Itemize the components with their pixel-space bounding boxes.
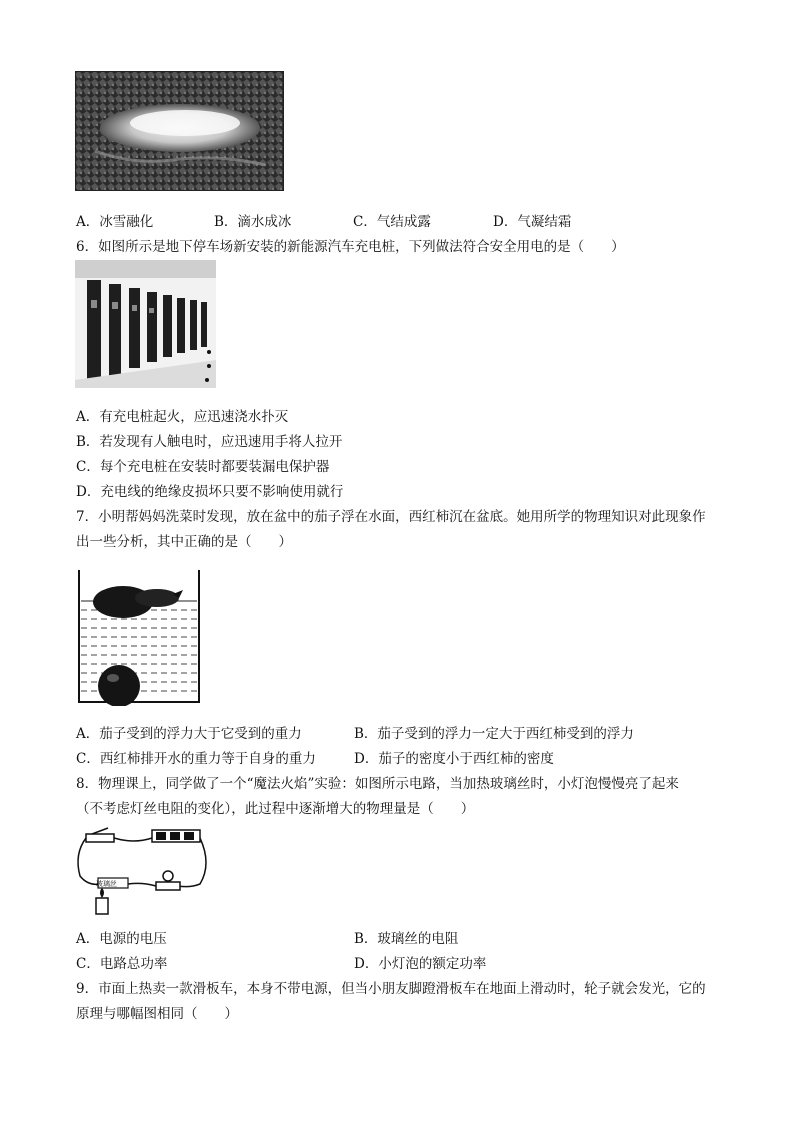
- basin-figure: [75, 568, 203, 706]
- q5-option-c: C．气结成露: [353, 214, 431, 230]
- q5-option-b: B．滴水成冰: [214, 214, 292, 230]
- q7-stem-line2: 出一些分析，其中正确的是（ ）: [76, 534, 292, 550]
- glass-wire-label: 玻璃丝: [96, 880, 117, 888]
- q8-stem-line1: 8．物理课上，同学做了一个“魔法火焰”实验：如图所示电路，当加热玻璃丝时，小灯泡慢慢亮了起来: [76, 776, 679, 792]
- q7-option-a: A．茄子受到的浮力大于它受到的重力: [76, 726, 302, 742]
- q8-option-c: C．电路总功率: [76, 956, 168, 972]
- q8-option-a: A．电源的电压: [76, 931, 167, 947]
- circuit-figure: [72, 824, 212, 916]
- q8-stem-line2: （不考虑灯丝电阻的变化），此过程中逐渐增大的物理量是（ ）: [76, 801, 475, 817]
- charging-pile-photo: [75, 260, 216, 388]
- q9-stem-line1: 9．市面上热卖一款滑板车，本身不带电源，但当小朋友脚蹬滑板车在地面上滑动时，轮子就会发光，它的: [76, 981, 706, 997]
- q5-option-d: D．气凝结霜: [493, 214, 572, 230]
- q9-stem-line2: 原理与哪幅图相同（ ）: [76, 1006, 238, 1022]
- q6-option-b: B．若发现有人触电时，应迅速用手将人拉开: [76, 434, 343, 450]
- q7-option-b: B．茄子受到的浮力一定大于西红柿受到的浮力: [354, 726, 634, 742]
- q5-option-a: A．冰雪融化: [76, 214, 154, 230]
- q7-stem-line1: 7．小明帮妈妈洗菜时发现，放在盆中的茄子浮在水面，西红柿沉在盆底。她用所学的物理知识对此现象作: [76, 509, 706, 525]
- q7-option-c: C．西红柿排开水的重力等于自身的重力: [76, 751, 316, 767]
- q8-option-b: B．玻璃丝的电阻: [354, 931, 459, 947]
- q6-option-d: D．充电线的绝缘皮损坏只要不影响使用就行: [76, 484, 344, 500]
- q6-option-a: A．有充电桩起火，应迅速浇水扑灭: [76, 409, 289, 425]
- q7-option-d: D．茄子的密度小于西红柿的密度: [354, 751, 554, 767]
- tomato-shape: [98, 665, 140, 706]
- frost-photo: [75, 71, 284, 191]
- q8-option-d: D．小灯泡的额定功率: [354, 956, 487, 972]
- q6-option-c: C．每个充电桩在安装时都要装漏电保护器: [76, 459, 330, 475]
- q6-stem: 6．如图所示是地下停车场新安装的新能源汽车充电桩，下列做法符合安全用电的是（ ）: [76, 239, 625, 255]
